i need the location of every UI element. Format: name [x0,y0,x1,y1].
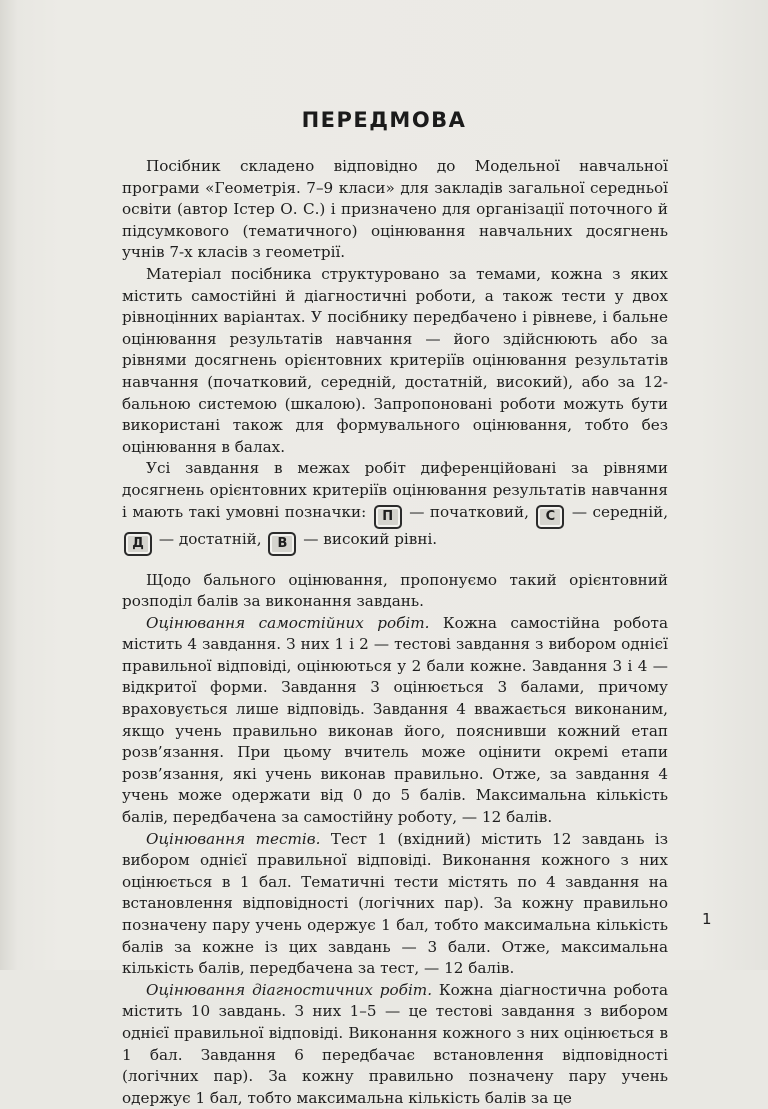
paragraph-intro: Посібник складено відповідно до Модельної навчальної програми «Геометрія. 7–9 класи» для закладів загальної середньої освіти (автор Істер О. С.) і призначено для організації поточного й підсумкового (тематичного) оцінювання навчальних досягнень учнів 7-х класів з геометрії. [122,157,668,262]
paragraph-tests [122,829,668,980]
text-diagnostic-work: Кожна діагностична робота містить 10 завдань. З них 1–5 — це тестові завдання з вибором однієї правильної відповіді. Виконання кожного з них оцінюється в 1 бал. Завдання 6 передбачає встановлення відповідності (логічних пар). За кожну правильно позначену пару учень одержує 1 бал, тобто максимальна кількість балів за це [122,980,668,1107]
levels-intro: Усі завдання в межах робіт диференційовані за рівнями досягнень орієнтовних критеріїв оцінювання результатів навчання і мають такі умовні позначки: [122,459,668,521]
text-independent-work: Кожна самостійна робота містить 4 завдання. З них 1 і 2 — тестові завдання з вибором однієї правильної відповіді, оцінюються у 2 бали кожне. Завдання 3 і 4 — відкритої форми. Завдання 3 оцінюється 3 балами, причому враховується лише відповідь. Завдання 4 вважається виконаним, якщо учень правильно виконав його, пояснивши кожний етап розв’язання. При цьому вчитель може оцінити окремі етапи розв’язання, які учень виконав правильно. Отже, за завдання 4 учень може одержати від 0 до 5 балів. Максимальна кількість балів, передбачена за самостійну роботу, — 12 балів. [122,613,668,827]
level-label-d: — достатній, [158,529,262,548]
level-badge-s: С [536,505,564,529]
heading-independent-work: Оцінювання самостійних робіт. [146,613,430,632]
paragraph-levels [122,458,668,555]
level-badge-d: Д [124,532,152,556]
paragraph-diagnostic-work [122,980,668,1109]
page-title: ПЕРЕДМОВА [301,108,467,132]
level-label-s: — середній, [571,502,669,521]
level-label-v: — високий рівні. [303,529,438,548]
page-number: 1 [702,910,712,928]
paragraph-structure: Матеріал посібника структуровано за темами, кожна з яких містить самостійні й діагностичні роботи, а також тести у двох рівноцінних варіантах. У посібнику передбачено і рівневе, і бальне оцінювання результатів навчання — його здійснюють або за рівнями досягнень орієнтовних критеріїв оцінювання результатів навчання (початковий, середній, достатній, високий), або за 12-бальною системою (шкалою). Запропоновані роботи можуть бути використані також для формувального оцінювання, тобто без оцінювання в балах. [122,264,668,456]
level-badge-v: В [268,532,296,556]
paragraph-scoring-intro: Щодо бального оцінювання, пропонуємо такий орієнтовний розподіл балів за виконання завдань. [122,570,668,611]
text-tests: Тест 1 (вхідний) містить 12 завдань із вибором однієї правильної відповіді. Виконання кожного з них оцінюється в 1 бал. Тематичні тести містять по 4 завдання на встановлення відповідності (логічних пар). За кожну правильно позначену пару учень одержує 1 бал, тобто максимальна кількість балів за кожне із цих завдань — 3 бали. Отже, максимальна кількість балів, передбачена за тест, — 12 балів. [122,829,669,978]
heading-tests: Оцінювання тестів. [146,829,321,848]
body-text [122,156,668,1109]
level-badge-p: П [374,505,402,529]
paragraph-independent-work [122,613,668,829]
level-label-p: — початковий, [409,502,529,521]
heading-diagnostic-work: Оцінювання діагностичних робіт. [146,980,433,999]
